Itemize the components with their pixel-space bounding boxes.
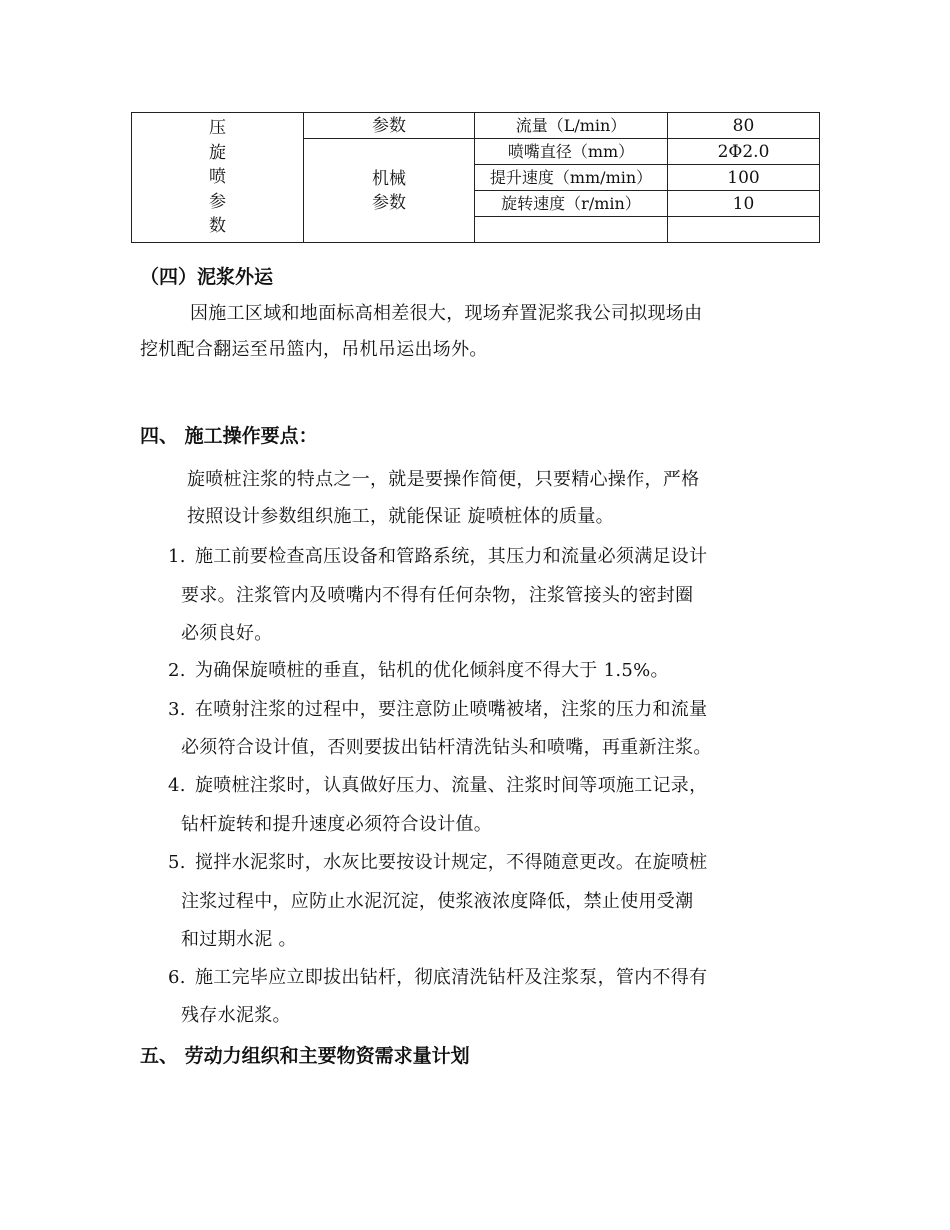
list-item-number: 3. (168, 699, 186, 720)
param-name-cell: 提升速度（mm/min） (475, 165, 668, 191)
list-item (168, 845, 707, 881)
mech-label-line: 参数 (372, 192, 406, 213)
param-label-cell: 参数 (304, 113, 475, 139)
paragraph-line: 旋喷桩注浆的特点之一，就是要操作简便，只要精心操作，严格 (187, 469, 700, 490)
vertical-char: 参 (209, 191, 226, 212)
section-heading-labor-and-materials: 五、 劳动力组织和主要物资需求量计划 (140, 1045, 470, 1067)
param-value-cell: 100 (668, 165, 820, 191)
list-item (168, 539, 707, 575)
list-item-continuation: 必须良好。 (181, 623, 273, 644)
jet-grouting-parameter-table (131, 112, 820, 243)
list-item (168, 768, 707, 804)
param-name-cell (475, 217, 668, 243)
param-value-cell: 80 (668, 113, 820, 139)
list-item-number: 2. (168, 660, 186, 681)
list-item-number: 6. (168, 967, 186, 988)
list-item-number: 4. (168, 775, 186, 796)
list-item-text: 施工前要检查高压设备和管路系统，其压力和流量必须满足设计 (195, 546, 708, 567)
list-item-text: 搅拌水泥浆时，水灰比要按设计规定，不得随意更改。在旋喷桩 (195, 852, 708, 873)
list-item-continuation: 注浆过程中，应防止水泥沉淀，使浆液浓度降低，禁止使用受潮 (181, 891, 694, 912)
section-heading-operation-points: 四、 施工操作要点： (140, 425, 318, 447)
param-value-cell: 2Φ2.0 (668, 139, 820, 165)
list-item-number: 1. (168, 546, 186, 567)
mech-label-line: 机械 (372, 168, 406, 189)
param-name-cell: 旋转速度（r/min） (475, 191, 668, 217)
vertical-char: 数 (209, 216, 226, 237)
mechanical-params-cell (304, 139, 475, 243)
paragraph-line: 挖机配合翻运至吊篮内，吊机吊运出场外。 (140, 339, 488, 360)
list-item-number: 5. (168, 852, 186, 873)
param-name-cell: 喷嘴直径（mm） (475, 139, 668, 165)
paragraph-line: 因施工区域和地面标高相差很大，现场弃置泥浆我公司拟现场由 (190, 303, 703, 324)
list-item-continuation: 残存水泥浆。 (181, 1005, 291, 1026)
table-row (132, 113, 820, 139)
list-item-text: 为确保旋喷桩的垂直，钻机的优化倾斜度不得大于 1.5%。 (195, 660, 669, 681)
vertical-char: 喷 (209, 167, 226, 188)
list-item-continuation: 和过期水泥 。 (181, 929, 297, 950)
param-value-cell (668, 217, 820, 243)
list-item-text: 施工完毕应立即拔出钻杆，彻底清洗钻杆及注浆泵，管内不得有 (195, 967, 708, 988)
list-item (168, 692, 707, 728)
list-item-text: 旋喷桩注浆时，认真做好压力、流量、注浆时间等项施工记录， (195, 775, 708, 796)
subsection-heading-mud-transport: （四）泥浆外运 (140, 266, 274, 288)
vertical-char: 压 (209, 118, 226, 139)
list-item-continuation: 钻杆旋转和提升速度必须符合设计值。 (181, 814, 493, 835)
list-item-continuation: 必须符合设计值，否则要拔出钻杆清洗钻头和喷嘴，再重新注浆。 (181, 737, 712, 758)
list-item-continuation: 要求。注浆管内及喷嘴内不得有任何杂物，注浆管接头的密封圈 (181, 585, 694, 606)
list-item (168, 653, 669, 689)
vertical-label-cell (132, 113, 304, 243)
paragraph-line: 按照设计参数组织施工，就能保证 旋喷桩体的质量。 (187, 506, 614, 527)
param-value-cell: 10 (668, 191, 820, 217)
list-item-text: 在喷射注浆的过程中，要注意防止喷嘴被堵，注浆的压力和流量 (195, 699, 708, 720)
param-name-cell: 流量（L/min） (475, 113, 668, 139)
vertical-char: 旋 (209, 142, 226, 163)
list-item (168, 960, 707, 996)
